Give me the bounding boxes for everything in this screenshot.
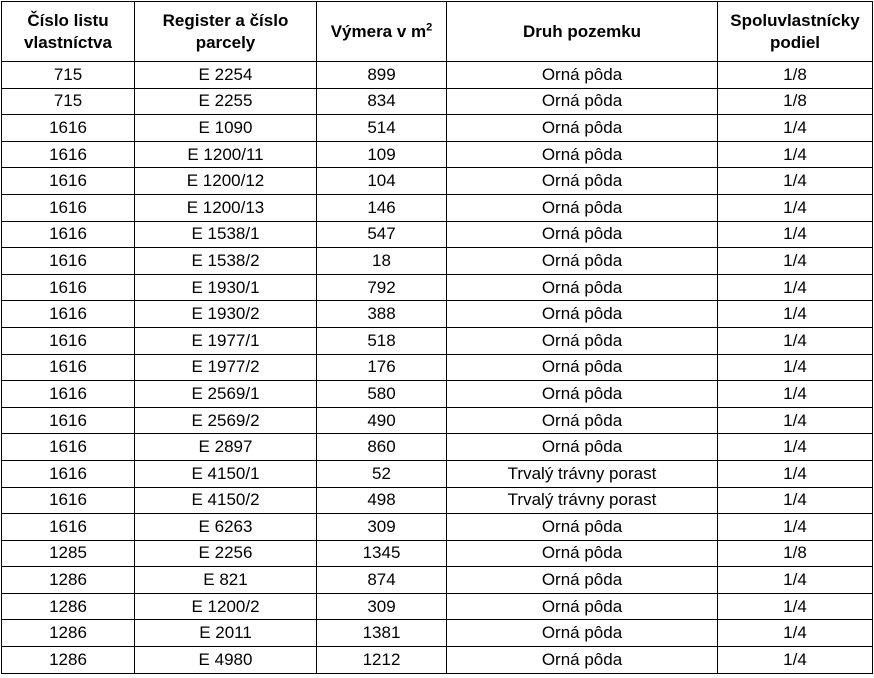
header-row xyxy=(2,2,873,62)
area-cell: 547 xyxy=(317,221,447,248)
table-row xyxy=(2,567,873,594)
table-row xyxy=(2,593,873,620)
parcel-number-cell: E 2256 xyxy=(135,540,317,567)
area-cell: 518 xyxy=(317,327,447,354)
land-type-cell: Orná pôda xyxy=(447,593,718,620)
land-type-cell: Orná pôda xyxy=(447,647,718,674)
header-col5-line2: podiel xyxy=(769,32,821,52)
header-col1-line1: Číslo listu xyxy=(27,10,109,30)
table-row xyxy=(2,327,873,354)
header-col3-text: Výmera v m xyxy=(330,21,427,41)
area-cell: 309 xyxy=(317,514,447,541)
share-cell: 1/8 xyxy=(718,540,873,567)
table-row xyxy=(2,301,873,328)
share-cell: 1/4 xyxy=(718,647,873,674)
area-cell: 109 xyxy=(317,141,447,168)
header-col1-line2: vlastníctva xyxy=(24,32,112,52)
ownership-sheet-cell: 1616 xyxy=(2,221,135,248)
parcel-number-cell: E 1200/12 xyxy=(135,168,317,195)
table-row xyxy=(2,381,873,408)
land-type-cell: Orná pôda xyxy=(447,327,718,354)
area-cell: 52 xyxy=(317,460,447,487)
land-type-cell: Orná pôda xyxy=(447,620,718,647)
ownership-sheet-cell: 1616 xyxy=(2,301,135,328)
table-row xyxy=(2,274,873,301)
ownership-sheet-cell: 1286 xyxy=(2,620,135,647)
area-cell: 899 xyxy=(317,62,447,89)
land-type-cell: Orná pôda xyxy=(447,567,718,594)
area-cell: 792 xyxy=(317,274,447,301)
parcel-number-cell: E 1200/2 xyxy=(135,593,317,620)
land-type-cell: Orná pôda xyxy=(447,301,718,328)
land-type-cell: Orná pôda xyxy=(447,62,718,89)
table-row xyxy=(2,487,873,514)
share-cell: 1/8 xyxy=(718,88,873,115)
parcel-number-cell: E 821 xyxy=(135,567,317,594)
ownership-sheet-cell: 1286 xyxy=(2,593,135,620)
land-type-cell: Trvalý trávny porast xyxy=(447,487,718,514)
land-type-cell: Orná pôda xyxy=(447,141,718,168)
table-body xyxy=(2,62,873,674)
header-land-type xyxy=(447,2,718,62)
table-row xyxy=(2,620,873,647)
table-row xyxy=(2,540,873,567)
table-row xyxy=(2,221,873,248)
table-row xyxy=(2,354,873,381)
ownership-sheet-cell: 1616 xyxy=(2,381,135,408)
share-cell: 1/4 xyxy=(718,168,873,195)
ownership-sheet-cell: 1616 xyxy=(2,487,135,514)
area-cell: 1345 xyxy=(317,540,447,567)
land-type-cell: Orná pôda xyxy=(447,168,718,195)
area-cell: 860 xyxy=(317,434,447,461)
land-type-cell: Orná pôda xyxy=(447,88,718,115)
share-cell: 1/4 xyxy=(718,327,873,354)
area-cell: 104 xyxy=(317,168,447,195)
share-cell: 1/4 xyxy=(718,141,873,168)
share-cell: 1/4 xyxy=(718,381,873,408)
parcel-number-cell: E 1090 xyxy=(135,115,317,142)
table-row xyxy=(2,460,873,487)
ownership-sheet-cell: 1616 xyxy=(2,434,135,461)
ownership-sheet-cell: 1285 xyxy=(2,540,135,567)
table-row xyxy=(2,141,873,168)
parcel-number-cell: E 4980 xyxy=(135,647,317,674)
share-cell: 1/4 xyxy=(718,593,873,620)
share-cell: 1/4 xyxy=(718,194,873,221)
area-cell: 580 xyxy=(317,381,447,408)
ownership-sheet-cell: 715 xyxy=(2,62,135,89)
parcel-number-cell: E 2255 xyxy=(135,88,317,115)
area-cell: 1212 xyxy=(317,647,447,674)
ownership-sheet-cell: 1616 xyxy=(2,514,135,541)
area-cell: 309 xyxy=(317,593,447,620)
share-cell: 1/4 xyxy=(718,221,873,248)
area-cell: 1381 xyxy=(317,620,447,647)
ownership-sheet-cell: 1616 xyxy=(2,194,135,221)
share-cell: 1/4 xyxy=(718,514,873,541)
share-cell: 1/8 xyxy=(718,62,873,89)
land-type-cell: Orná pôda xyxy=(447,194,718,221)
area-cell: 514 xyxy=(317,115,447,142)
table-row xyxy=(2,88,873,115)
share-cell: 1/4 xyxy=(718,115,873,142)
parcel-number-cell: E 1930/2 xyxy=(135,301,317,328)
ownership-sheet-cell: 1616 xyxy=(2,274,135,301)
area-cell: 498 xyxy=(317,487,447,514)
parcel-number-cell: E 4150/1 xyxy=(135,460,317,487)
parcel-number-cell: E 1538/1 xyxy=(135,221,317,248)
table-row xyxy=(2,248,873,275)
area-cell: 18 xyxy=(317,248,447,275)
share-cell: 1/4 xyxy=(718,620,873,647)
ownership-sheet-cell: 1616 xyxy=(2,407,135,434)
table-row xyxy=(2,62,873,89)
parcel-number-cell: E 1538/2 xyxy=(135,248,317,275)
parcel-table xyxy=(1,1,873,674)
ownership-sheet-cell: 1616 xyxy=(2,115,135,142)
ownership-sheet-cell: 715 xyxy=(2,88,135,115)
share-cell: 1/4 xyxy=(718,301,873,328)
land-type-cell: Orná pôda xyxy=(447,248,718,275)
area-cell: 388 xyxy=(317,301,447,328)
ownership-sheet-cell: 1616 xyxy=(2,141,135,168)
share-cell: 1/4 xyxy=(718,274,873,301)
area-cell: 146 xyxy=(317,194,447,221)
land-type-cell: Orná pôda xyxy=(447,514,718,541)
header-col2-line2: parcely xyxy=(195,32,256,52)
header-col4-text: Druh pozemku xyxy=(522,21,642,41)
parcel-number-cell: E 1977/2 xyxy=(135,354,317,381)
parcel-number-cell: E 4150/2 xyxy=(135,487,317,514)
ownership-sheet-cell: 1616 xyxy=(2,460,135,487)
land-type-cell: Trvalý trávny porast xyxy=(447,460,718,487)
parcel-number-cell: E 2011 xyxy=(135,620,317,647)
parcel-number-cell: E 6263 xyxy=(135,514,317,541)
header-ownership-sheet-number xyxy=(2,2,135,62)
share-cell: 1/4 xyxy=(718,407,873,434)
land-type-cell: Orná pôda xyxy=(447,354,718,381)
share-cell: 1/4 xyxy=(718,487,873,514)
parcel-number-cell: E 2569/1 xyxy=(135,381,317,408)
share-cell: 1/4 xyxy=(718,567,873,594)
land-type-cell: Orná pôda xyxy=(447,381,718,408)
land-type-cell: Orná pôda xyxy=(447,115,718,142)
table-row xyxy=(2,115,873,142)
share-cell: 1/4 xyxy=(718,248,873,275)
ownership-sheet-cell: 1286 xyxy=(2,647,135,674)
share-cell: 1/4 xyxy=(718,434,873,461)
header-col3-sup: 2 xyxy=(426,20,433,33)
area-cell: 834 xyxy=(317,88,447,115)
land-type-cell: Orná pôda xyxy=(447,221,718,248)
land-type-cell: Orná pôda xyxy=(447,434,718,461)
header-col2-line1: Register a číslo xyxy=(162,10,289,30)
table-row xyxy=(2,407,873,434)
table-row xyxy=(2,514,873,541)
header-area xyxy=(317,2,447,62)
area-cell: 490 xyxy=(317,407,447,434)
ownership-sheet-cell: 1616 xyxy=(2,248,135,275)
ownership-sheet-cell: 1286 xyxy=(2,567,135,594)
share-cell: 1/4 xyxy=(718,460,873,487)
land-type-cell: Orná pôda xyxy=(447,407,718,434)
ownership-sheet-cell: 1616 xyxy=(2,168,135,195)
parcel-number-cell: E 1200/11 xyxy=(135,141,317,168)
table-row xyxy=(2,168,873,195)
area-cell: 874 xyxy=(317,567,447,594)
parcel-number-cell: E 1930/1 xyxy=(135,274,317,301)
parcel-number-cell: E 2897 xyxy=(135,434,317,461)
parcel-number-cell: E 2569/2 xyxy=(135,407,317,434)
header-col5-line1: Spoluvlastnícky xyxy=(730,10,860,30)
parcel-number-cell: E 1200/13 xyxy=(135,194,317,221)
header-co-ownership-share xyxy=(718,2,873,62)
area-cell: 176 xyxy=(317,354,447,381)
parcel-number-cell: E 2254 xyxy=(135,62,317,89)
header-register-parcel-number xyxy=(135,2,317,62)
parcel-number-cell: E 1977/1 xyxy=(135,327,317,354)
share-cell: 1/4 xyxy=(718,354,873,381)
ownership-sheet-cell: 1616 xyxy=(2,354,135,381)
ownership-sheet-cell: 1616 xyxy=(2,327,135,354)
land-type-cell: Orná pôda xyxy=(447,540,718,567)
table-row xyxy=(2,434,873,461)
table-row xyxy=(2,647,873,674)
table-row xyxy=(2,194,873,221)
land-type-cell: Orná pôda xyxy=(447,274,718,301)
